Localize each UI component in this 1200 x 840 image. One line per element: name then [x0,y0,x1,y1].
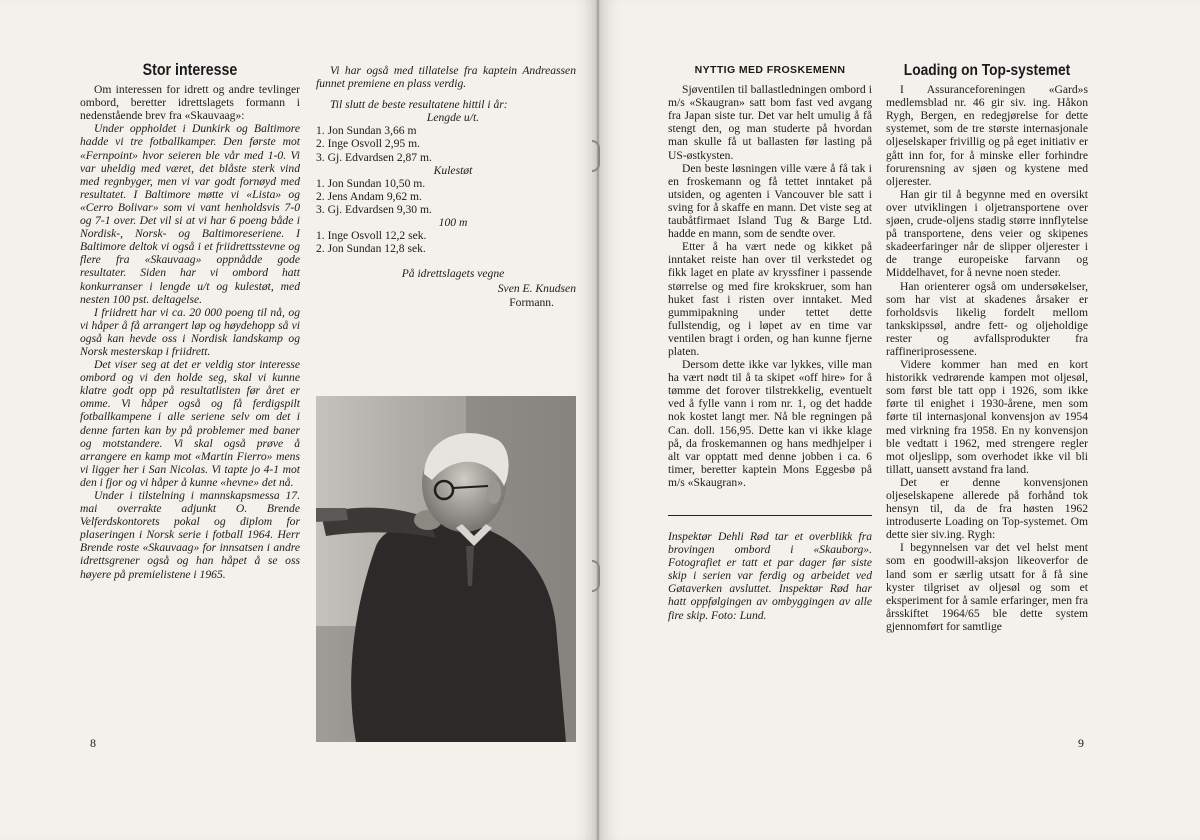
article-paragraph: Det viser seg at det er veldig stor interesse ombord og vi den holde seg, skal vi kunne klatre godt opp på resultatlisten før året er omme. Vi håper også og få ferdigspilt fotballkampene i alle seriene selv om det i denne farten kan by på problemer med baner og motstandere. Vi skal også prøve å arrangere en kamp mot «Martin Fierro» mens vi ligger her i San Nicolas. Vi tapte jo 4-1 mot den i fjor og vi håper å kunne «hevne» det nå. [80,358,300,489]
article-paragraph: Under oppholdet i Dunkirk og Baltimore hadde vi tre fotballkamper. Den første mot «Fernpoint» hvor seieren ble vår med 1-0. Vi var uheldig med været, det blåste sterk vind med regnbyger, men vi var godt fornøyd med resultatet. I Baltimore møtte vi «Lista» og «Cerro Bolivar» som vi vant henholdsvis 7-0 og 7-1 over. Det vil si at vi har 6 poeng både i Nordisk-, Norsk- og Baltimoreseriene. I Baltimore deltok vi også i et friidrettsstevne og flere fra «Skauvaag» oppnådde gode resultater. Siden har vi ombord hatt konkurranser i lengde u/t og kulestøt, med nesten 100 pst. deltagelse. [80,122,300,306]
signature-name: Sven E. Knudsen [497,282,576,296]
article-loading-on-top [886,64,1088,633]
article-paragraph: Under i tilstelning i mannskapsmessa 17. mai overrakte adjunkt O. Brende Velferdskontorets pokal og diplom for plaseringen i Norsk serie i fotball 1964. Herr Brende roste «Skauvaag» for innsatsen i andre idrettsgrener også og han håpet å se oss høyere på premielistene i 1965. [80,489,300,581]
portrait-photo [316,396,576,742]
result-item: 2. Jens Andam 9,62 m. [316,189,422,203]
article-results-column [316,64,576,309]
article-paragraph: Han orienterer også om undersøkelser, som har vist at skadenes årsaker er forholdsvis likelig fordelt mellom tankskipssøl, andre fett- og oljeholdige rester og avfallsprodukter fra raffineriprosessene. [886,279,1088,358]
article-paragraph: Det er denne konvensjonen oljeselskapene allerede på forhånd tok hensyn til, da de fra høsten 1962 introduserte Loading on Top-systemet. Om dette sier siv.ing. Rygh: [886,475,1088,542]
results-list [316,229,576,255]
result-item: 1. Jon Sundan 3,66 m [316,124,417,138]
staple [592,140,600,172]
article-paragraph: I begynnelsen var det vel helst ment som en goodwill-aksjon likeoverfor de land som er særlig utsatt for å få sine kyster tilgriset av oljesøl og som et eksperiment for å samle erfaringer, men fra årsskiftet 1964/65 ble dette system gjennomført for samtlige [886,541,1088,633]
result-item: 1. Jon Sundan 10,50 m. [316,176,426,190]
article-title: NYTTIG MED FROSKEMENN [694,64,846,76]
signature [316,282,576,308]
article-title: Loading on Top-systemet [903,62,1071,79]
article-nyttig-med-froskemenn [668,64,872,622]
article-paragraph: Sjøventilen til ballastledningen ombord i m/s «Skaugran» satt bom fast ved avgang fra Japan siste tur. Det var helt umulig å få stengt den, og man studerte på hvordan man skulle få ut ballasten før lasting på US-østkysten. [668,83,872,162]
photo-caption: Inspektør Dehli Rød tar et overblikk fra brovingen ombord i «Skauborg». Fotografiet er tatt et par dager før siste skip i serien var ferdig og arbeidet ved Gøtaverken avsluttet. Inspektør Rød har hatt oppfølgingen av ombyggingen av alle fire skip. Foto: Lund. [668,530,872,622]
staple [592,560,600,592]
results-list [316,177,576,216]
signature-title: Formann. [509,295,554,309]
article-paragraph: Til slutt de beste resultatene hittil i år: [330,98,508,112]
results-list [316,124,576,163]
page-number: 9 [1078,736,1084,750]
article-paragraph: I friidrett har vi ca. 20 000 poeng til nå, og vi håper å få arrangert løp og høydehopp så vi også kan hevde oss i Nordisk landskamp og Norsk mesterskap i friidrett. [80,305,300,358]
article-stor-interesse [80,61,300,581]
article-paragraph: Etter å ha vært nede og kikket på inntaket reiste han over til verkstedet og fikk laget en plate av kryssfiner i passende størrelse og med fire krokskruer, som han huket fast i risten over inntaket. Med gummipakning under tettet dette fullstendig, og i løpet av en time var ventilen bragt i orden, og han kunne fjerne platen. [668,240,872,358]
result-item: 2. Jon Sundan 12,8 sek. [316,242,426,256]
article-intro: Om interessen for idrett og andre tevlinger ombord, beretter idrettslagets formann i nedenstående brev fra «Skauvaag»: [80,83,300,123]
result-item: 3. Gj. Edvardsen 9,30 m. [316,202,432,216]
portrait-photo-graphic [316,396,576,742]
results-heading: Lengde u/t. [426,111,480,125]
center-fold [596,0,600,840]
article-paragraph: Den beste løsningen ville være å få tak i en froskemann og få tettet inntaket på utsiden, og agenten i Vancouver ble satt i sving for å skaffe en mann. Det viste seg at taubåtfirmaet Island Tug & Barge Ltd. hadde en mann, som de sendte over. [668,161,872,241]
article-paragraph: Dersom dette ikke var lykkes, ville man ha vært nødt til å ta skipet «off hire» for å tømme det forover tilstrekkelig, eventuelt ved å fylle vann i rom nr. 1, og det hadde nok kostet langt mer. Nå ble regningen på Can. doll. 156,95. Dette kan vi ikke klage på, da froskemannen og hans medhjelper i alt var opptatt med denne jobben i ca. 6 timer, beretter kaptein Mons Eggesbø på m/s «Skaugran». [668,358,872,489]
result-item: 1. Inge Osvoll 12,2 sek. [316,229,427,243]
article-paragraph: Han gir til å begynne med en oversikt over utviklingen i oljetransportene over sjøen, crude-oljens stadig større innflytelse på transportene, dens veier og skipenes skadeerfaringer når de slipper oljerester i de trange europeiske farvann og Middelhavet, for å nevne noen steder. [886,187,1088,280]
results-heading: 100 m [438,216,468,230]
article-paragraph: Videre kommer han med en kort historikk vedrørende kampen mot oljesøl, som først ble tatt opp i 1926, som ikke førte til enighet i 1930-årene, men som førte til internasjonal konvensjon av 1954 med virkning fra 1958. En ny konvensjon ble vedtatt i 1962, med strengere regler mot oljeslipp, som overhodet ikke vil bli tillatt, uansett avstand fra land. [886,358,1088,476]
page-number: 8 [90,736,96,750]
results-heading: Kulestøt [433,163,473,177]
result-item: 3. Gj. Edvardsen 2,87 m. [316,150,432,164]
left-page [0,0,598,840]
result-item: 2. Inge Osvoll 2,95 m. [316,137,421,151]
article-paragraph: I Assuranceforeningen «Gard»s medlemsblad nr. 46 gir siv. ing. Håkon Rygh, Bergen, en redegjørelse for dette systemet, som de tre største internasjonale oljeselskaper frivillig og på eget initiativ er gått inn for, for å minske eller forhindre forurensning av sjøen og kystene med oljerester. [886,83,1088,188]
article-paragraph: Vi har også med tillatelse fra kaptein Andreassen funnet premiene en plass verdig. [316,64,576,91]
right-page [598,0,1200,840]
article-title: Stor interesse [142,61,238,79]
closing-line: På idrettslagets vegne [401,267,505,281]
divider [668,515,872,516]
